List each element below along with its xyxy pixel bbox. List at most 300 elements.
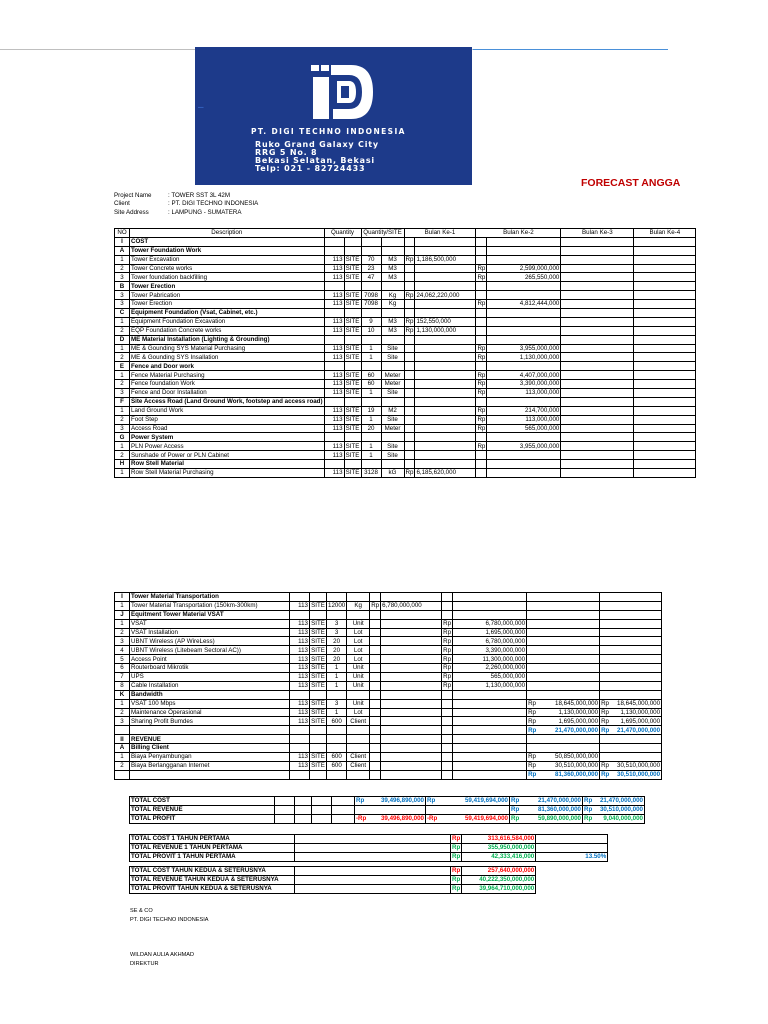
- row-unit: Lot: [347, 628, 370, 637]
- month-1-value: [381, 646, 442, 655]
- total-month-cell: [426, 814, 510, 823]
- row-quantity: 113: [324, 344, 344, 353]
- table-row: [115, 673, 662, 682]
- month-1-currency: [370, 753, 381, 762]
- row-site: SITE: [311, 708, 325, 716]
- table-row: [115, 664, 662, 673]
- month-3-cell: [527, 664, 600, 673]
- row-unit: Client: [347, 753, 370, 762]
- row-number: 1: [115, 344, 130, 353]
- row-quantity-site: 1: [327, 681, 347, 690]
- table-row: [115, 317, 696, 326]
- month-4-cell: [600, 681, 662, 690]
- total-row: [130, 797, 645, 806]
- summary-row: [130, 843, 608, 852]
- month-2-value: 2,599,000,000: [487, 264, 561, 273]
- row-number: 2: [115, 761, 130, 770]
- logo-dash: –: [198, 102, 204, 113]
- row-unit: M3: [381, 264, 404, 273]
- cost-table: [114, 228, 696, 478]
- month-3-cell: [561, 424, 634, 433]
- row-number: 2: [115, 353, 130, 362]
- row-description: Bandwidth: [130, 690, 290, 699]
- signatory-position: DIREKTUR: [130, 961, 159, 967]
- month-2-currency: Rp: [477, 344, 486, 352]
- month-1-value: [415, 273, 476, 282]
- amount: 1,695,000,000: [558, 717, 599, 725]
- row-unit: [381, 237, 404, 246]
- row-quantity-site: [361, 362, 381, 371]
- project-name-value: : TOWER SST 3L 42M: [168, 192, 231, 199]
- month-4-cell: [600, 753, 662, 762]
- month-2-value: 113,000,000: [487, 415, 561, 424]
- month-2-value: 214,700,000: [487, 406, 561, 415]
- row-number: A: [115, 246, 130, 255]
- row-description: Sharing Profit Bumdes: [130, 717, 290, 726]
- month-1-currency: [370, 610, 381, 619]
- row-quantity: [290, 610, 310, 619]
- row-quantity-site: 1: [361, 389, 381, 398]
- row-site: [310, 744, 327, 753]
- month-3-cell: [527, 655, 600, 664]
- month-4-cell: [634, 300, 696, 309]
- row-site: SITE: [311, 655, 325, 663]
- month-2-currency: [476, 255, 487, 264]
- row-site: SITE: [345, 416, 360, 423]
- table-row: [115, 406, 696, 415]
- month-1-currency: [370, 637, 381, 646]
- row-description: COST: [130, 237, 325, 246]
- month-1-value: [381, 610, 442, 619]
- month-3-cell: [561, 353, 634, 362]
- row-description: Access Point: [130, 655, 290, 664]
- year-two-summary: [129, 866, 536, 894]
- month-4-cell: [600, 619, 662, 628]
- row-number: B: [115, 282, 130, 291]
- month-4-cell: [600, 744, 662, 753]
- header-rule-accent: [473, 49, 668, 50]
- month-2-value: [453, 601, 527, 610]
- month-1-value: [415, 460, 476, 469]
- month-1-value: [381, 744, 442, 753]
- month-2-currency: Rp: [477, 389, 486, 397]
- month-2-value: [453, 593, 527, 602]
- row-description: Foot Step: [130, 415, 325, 424]
- month-4-cell: [634, 282, 696, 291]
- month-2-currency: [476, 335, 487, 344]
- row-description: Equipment Foundation (Vsat, Cabinet, etc.): [130, 309, 325, 318]
- row-quantity: 113: [290, 619, 310, 628]
- month-1-value: [415, 389, 476, 398]
- signature-person: [130, 951, 194, 969]
- month-4-cell: [600, 690, 662, 699]
- table-row: [115, 753, 662, 762]
- row-number: 3: [115, 389, 130, 398]
- row-site: [310, 735, 327, 744]
- month-2-value: 6,780,000,000: [453, 619, 527, 628]
- row-unit: Unit: [347, 681, 370, 690]
- row-unit: Client: [347, 761, 370, 770]
- month-3-cell: [561, 335, 634, 344]
- month-1-value: [381, 664, 442, 673]
- table-row: [115, 291, 696, 300]
- row-unit: [381, 362, 404, 371]
- row-quantity: 113: [324, 326, 344, 335]
- month-2-currency: [476, 326, 487, 335]
- section-row: [115, 246, 696, 255]
- row-number: [115, 726, 130, 735]
- row-description: Fence Material Purchasing: [130, 371, 325, 380]
- row-quantity: [290, 735, 310, 744]
- summary-label: TOTAL REVENUE TAHUN KEDUA & SETERUSNYA: [130, 875, 295, 884]
- col-quantity: Quantity: [324, 229, 361, 238]
- row-quantity: 113: [324, 380, 344, 389]
- row-description: Land Ground Work: [130, 406, 325, 415]
- summary-currency: Rp: [452, 876, 461, 884]
- row-quantity: 113: [290, 761, 310, 770]
- row-quantity: 113: [324, 389, 344, 398]
- month-4-cell: [634, 273, 696, 282]
- table-row: [115, 442, 696, 451]
- row-number: F: [115, 397, 130, 406]
- month-1-value: [415, 380, 476, 389]
- empty-cell: [295, 867, 451, 876]
- row-quantity-site: 7098: [361, 291, 381, 300]
- month-2-currency: Rp: [477, 273, 486, 281]
- month-1-currency: [370, 690, 381, 699]
- month-1-value: [381, 628, 442, 637]
- month-3-cell: [527, 619, 600, 628]
- empty-cell: [275, 814, 295, 823]
- month-2-value: [453, 610, 527, 619]
- month-2-currency: [476, 282, 487, 291]
- dti-logo-icon: [307, 61, 377, 123]
- row-description: Cable Installation: [130, 681, 290, 690]
- amount: 18,645,000,000: [555, 699, 599, 707]
- month-2-currency: [476, 469, 487, 478]
- total-month-cell: [510, 814, 583, 823]
- row-quantity-site: [327, 690, 347, 699]
- row-quantity: [324, 335, 344, 344]
- month-2-value: 3,390,000,000: [453, 646, 527, 655]
- row-unit: Kg: [381, 300, 404, 309]
- summary-label: TOTAL PROVIT 1 TAHUN PERTAMA: [130, 852, 295, 861]
- client-value: : PT. DIGI TECHNO INDONESIA: [168, 200, 259, 208]
- currency: Rp: [528, 771, 537, 779]
- section-row: [115, 397, 696, 406]
- month-3-cell: [561, 344, 634, 353]
- table-row: [115, 264, 696, 273]
- row-quantity-site: 20: [327, 637, 347, 646]
- row-site: [310, 690, 327, 699]
- month-1-currency: Rp: [405, 327, 414, 335]
- month-2-value: [453, 753, 527, 762]
- month-2-currency: Rp: [443, 637, 452, 645]
- month-2-currency: [476, 246, 487, 255]
- month-1-currency: [370, 664, 381, 673]
- month-4-cell: [634, 469, 696, 478]
- month-2-currency: [442, 735, 453, 744]
- month-1-currency: [404, 433, 415, 442]
- row-description: UBNT Wireless (AP WireLess): [130, 637, 290, 646]
- empty-cell: [295, 843, 451, 852]
- row-quantity: 113: [324, 264, 344, 273]
- total-month-cell: [355, 797, 426, 806]
- row-unit: Site: [381, 353, 404, 362]
- row-quantity-site: [361, 433, 381, 442]
- month-1-value: [415, 371, 476, 380]
- summary-row: [130, 867, 536, 876]
- row-unit: [381, 397, 404, 406]
- col-bulan-3: Bulan Ke-3: [561, 229, 634, 238]
- row-unit: Site: [381, 389, 404, 398]
- row-quantity: 113: [290, 646, 310, 655]
- row-number: K: [115, 690, 130, 699]
- table-row: [115, 726, 662, 735]
- amount: 1,695,000,000: [620, 717, 661, 725]
- month-1-value: [381, 770, 442, 779]
- month-4-cell: [600, 646, 662, 655]
- row-quantity-site: [361, 282, 381, 291]
- month-2-value: 2,260,000,000: [453, 664, 527, 673]
- row-site: [310, 610, 327, 619]
- amount: 9,040,000,000: [603, 815, 643, 823]
- month-3-cell: [561, 389, 634, 398]
- row-number: I: [115, 237, 130, 246]
- section-row: [115, 460, 696, 469]
- amount: 18,645,000,000: [617, 699, 661, 707]
- month-4-cell: [634, 246, 696, 255]
- amount: 39,496,890,000: [380, 797, 424, 805]
- row-unit: Kg: [347, 601, 370, 610]
- month-1-value: [415, 397, 476, 406]
- currency: Rp: [511, 797, 520, 805]
- row-quantity: [324, 397, 344, 406]
- row-unit: M3: [381, 326, 404, 335]
- month-2-currency: Rp: [477, 264, 486, 272]
- summary-label: TOTAL COST TAHUN KEDUA & SETERUSNYA: [130, 867, 295, 876]
- row-quantity: [324, 246, 344, 255]
- row-description: PLN Power Access: [130, 442, 325, 451]
- row-description: ME & Gounding SYS Insallation: [130, 353, 325, 362]
- amount: 30,510,000,000: [599, 806, 643, 814]
- row-number: 2: [115, 415, 130, 424]
- row-description: Row Stell Material Purchasing: [130, 469, 325, 478]
- total-label: TOTAL REVENUE: [130, 805, 275, 814]
- currency: Rp: [511, 815, 520, 823]
- row-quantity: 113: [290, 753, 310, 762]
- month-1-value: [381, 593, 442, 602]
- month-4-cell: [600, 770, 662, 779]
- month-1-value: 24,062,220,000: [415, 291, 476, 300]
- table-row: [115, 353, 696, 362]
- month-2-currency: [442, 726, 453, 735]
- row-description: Row Stell Material: [130, 460, 325, 469]
- row-description: Tower Material Transportation (150km-300km): [130, 601, 290, 610]
- month-3-cell: [561, 442, 634, 451]
- month-1-value: [415, 335, 476, 344]
- row-quantity-site: 1: [327, 664, 347, 673]
- table-row: [115, 451, 696, 460]
- amount: 30,510,000,000: [617, 771, 661, 779]
- signature-line: SE & CO: [130, 908, 153, 914]
- month-2-value: 6,780,000,000: [453, 637, 527, 646]
- table-row: [115, 371, 696, 380]
- section-row: [115, 593, 662, 602]
- row-number: 2: [115, 451, 130, 460]
- month-2-value: [487, 433, 561, 442]
- section-row: [115, 362, 696, 371]
- signatory-name: WILDAN AULIA AKHMAD: [130, 952, 195, 958]
- row-site: [344, 282, 361, 291]
- empty-cell: [312, 814, 332, 823]
- month-4-cell: [600, 708, 662, 717]
- section-row: [115, 690, 662, 699]
- month-4-cell: [600, 735, 662, 744]
- month-4-cell: [634, 237, 696, 246]
- month-1-value: 6,780,000,000: [381, 601, 442, 610]
- section-row: [115, 282, 696, 291]
- month-1-value: [415, 406, 476, 415]
- row-quantity: 113: [290, 708, 310, 717]
- month-1-currency: [404, 273, 415, 282]
- month-1-currency: [370, 699, 381, 708]
- row-quantity: [324, 362, 344, 371]
- summary-value: 257,640,000,000: [462, 867, 536, 876]
- table-row: [115, 344, 696, 353]
- row-number: 1: [115, 619, 130, 628]
- row-site: SITE: [311, 619, 325, 627]
- month-2-currency: Rp: [477, 353, 486, 361]
- total-month-cell: [426, 797, 510, 806]
- month-2-value: [487, 326, 561, 335]
- row-number: 3: [115, 273, 130, 282]
- row-number: 3: [115, 637, 130, 646]
- row-number: J: [115, 610, 130, 619]
- month-2-value: [487, 469, 561, 478]
- month-2-value: 565,000,000: [487, 424, 561, 433]
- month-1-value: [415, 344, 476, 353]
- row-unit: Meter: [381, 371, 404, 380]
- empty-cell: [332, 797, 355, 806]
- row-description: Maintenance Operasional: [130, 708, 290, 717]
- totals-grid: [129, 796, 645, 824]
- empty-cell: [295, 852, 451, 861]
- month-1-value: [415, 433, 476, 442]
- month-2-value: 3,955,000,000: [487, 442, 561, 451]
- month-1-currency: [370, 726, 381, 735]
- row-quantity-site: 3: [327, 619, 347, 628]
- cost-table-grid: [114, 228, 696, 478]
- col-description: Description: [130, 229, 325, 238]
- row-number: 5: [115, 655, 130, 664]
- section-row: [115, 237, 696, 246]
- row-number: E: [115, 362, 130, 371]
- row-site: SITE: [345, 424, 360, 432]
- currency: Rp: [528, 717, 536, 725]
- profit-percentage: [536, 835, 608, 844]
- month-3-cell: [561, 255, 634, 264]
- month-1-value: [381, 699, 442, 708]
- row-description: [130, 726, 290, 735]
- month-2-value: [487, 362, 561, 371]
- amount: 21,470,000,000: [537, 797, 581, 805]
- currency: Rp: [601, 708, 609, 716]
- month-2-value: [487, 282, 561, 291]
- month-4-cell: [600, 637, 662, 646]
- month-3-cell: [561, 300, 634, 309]
- month-3-cell: [561, 282, 634, 291]
- month-4-cell: [600, 655, 662, 664]
- month-1-currency: [404, 237, 415, 246]
- row-quantity-site: 1: [327, 708, 347, 717]
- row-quantity: 113: [290, 681, 310, 690]
- month-2-currency: [476, 451, 487, 460]
- table-row: [115, 708, 662, 717]
- month-4-cell: [634, 397, 696, 406]
- row-quantity-site: 20: [327, 655, 347, 664]
- summary-label: TOTAL COST 1 TAHUN PERTAMA: [130, 835, 295, 844]
- row-unit: [347, 744, 370, 753]
- row-number: D: [115, 335, 130, 344]
- total-label: TOTAL COST: [130, 797, 275, 806]
- month-1-value: [415, 282, 476, 291]
- row-site: SITE: [311, 664, 325, 672]
- row-description: Site Access Road (Land Ground Work, footstep and access road): [131, 398, 323, 406]
- month-4-cell: [634, 362, 696, 371]
- row-site: SITE: [345, 389, 360, 397]
- row-description: Tower foundation backfilling: [130, 273, 325, 282]
- row-quantity: 113: [324, 255, 344, 264]
- month-1-currency: [404, 362, 415, 371]
- row-site: SITE: [311, 699, 325, 707]
- currency: Rp: [528, 762, 536, 770]
- currency: Rp: [528, 753, 536, 761]
- row-site: SITE: [311, 646, 325, 654]
- currency: Rp: [511, 806, 520, 814]
- row-description: Fence foundation Work: [130, 380, 325, 389]
- row-description: Tower Erection: [130, 300, 325, 309]
- month-2-value: 565,000,000: [453, 673, 527, 682]
- month-2-currency: [476, 397, 487, 406]
- month-1-currency: [404, 460, 415, 469]
- row-number: 6: [115, 664, 130, 673]
- row-quantity-site: [361, 237, 381, 246]
- currency: Rp: [584, 815, 593, 823]
- month-3-cell: [561, 397, 634, 406]
- row-number: 3: [115, 300, 130, 309]
- month-1-value: [381, 681, 442, 690]
- row-quantity-site: 7098: [361, 300, 381, 309]
- row-site: SITE: [311, 753, 325, 761]
- row-quantity: 113: [324, 371, 344, 380]
- row-description: Tower Excavation: [130, 255, 325, 264]
- month-1-currency: [370, 735, 381, 744]
- month-2-value: [487, 291, 561, 300]
- month-3-cell: [527, 699, 600, 708]
- currency: Rp: [584, 797, 593, 805]
- month-3-cell: [561, 451, 634, 460]
- row-quantity: 113: [324, 469, 344, 478]
- row-quantity-site: [361, 309, 381, 318]
- row-quantity-site: 1: [361, 415, 381, 424]
- month-4-cell: [600, 593, 662, 602]
- row-unit: [381, 433, 404, 442]
- row-description: Access Road: [130, 424, 325, 433]
- row-number: II: [115, 735, 130, 744]
- month-1-value: [381, 761, 442, 770]
- row-unit: Meter: [381, 380, 404, 389]
